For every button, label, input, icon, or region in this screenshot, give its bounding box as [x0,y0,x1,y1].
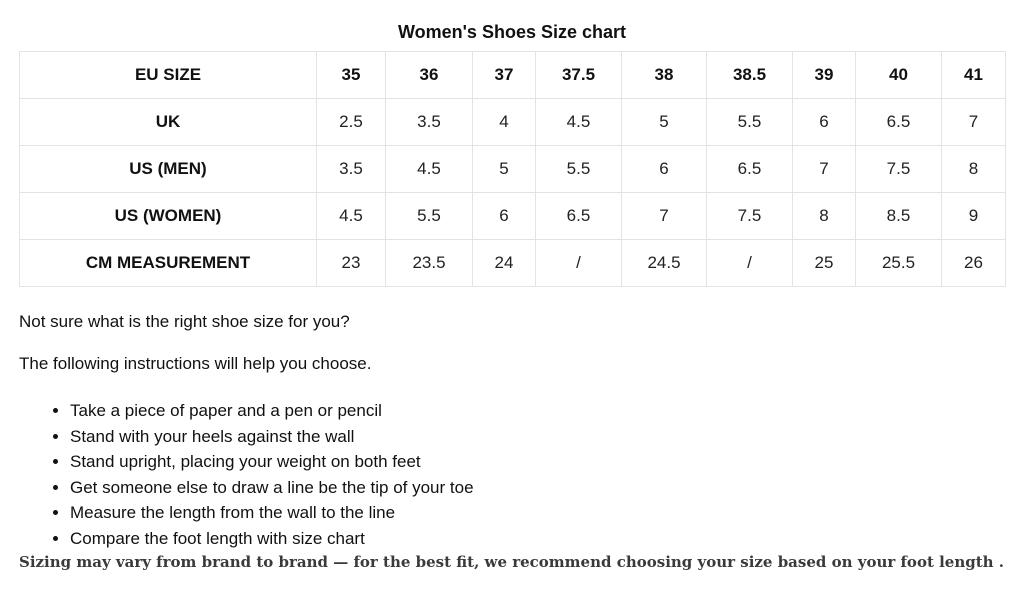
table-row [20,99,1006,146]
table-cell: 26 [942,240,1006,287]
table-cell: 38.5 [707,52,793,99]
table-cell: 23.5 [386,240,473,287]
table-cell: 5.5 [536,146,622,193]
row-label: EU SIZE [20,52,317,99]
table-cell: 23 [317,240,386,287]
table-cell: 8 [942,146,1006,193]
table-cell: 5.5 [386,193,473,240]
table-cell: 5 [473,146,536,193]
table-cell: 6 [793,99,856,146]
table-cell: 25.5 [856,240,942,287]
instructions-list [19,398,474,552]
table-cell: 37 [473,52,536,99]
table-cell: 8.5 [856,193,942,240]
list-item: • Get someone else to draw a line be the tip of your toe [70,475,474,501]
table-row [20,52,1006,99]
table-cell: 6.5 [536,193,622,240]
table-cell: 25 [793,240,856,287]
table-cell: 4.5 [317,193,386,240]
size-chart-table [19,51,1006,287]
row-label: US (WOMEN) [20,193,317,240]
table-cell: 6.5 [707,146,793,193]
table-cell: 3.5 [317,146,386,193]
table-cell: 5.5 [707,99,793,146]
instructions-lead-text: The following instructions will help you choose. [19,354,372,373]
table-cell: 24 [473,240,536,287]
table-row [20,240,1006,287]
page-title: Women's Shoes Size chart [397,22,626,42]
table-cell: 7 [622,193,707,240]
row-label: US (MEN) [20,146,317,193]
table-cell: / [707,240,793,287]
table-cell: 7 [942,99,1006,146]
table-cell: 24.5 [622,240,707,287]
table-cell: 41 [942,52,1006,99]
table-cell: 6.5 [856,99,942,146]
table-cell: 35 [317,52,386,99]
list-item: • Stand upright, placing your weight on both feet [70,449,474,475]
table-cell: 5 [622,99,707,146]
table-cell: 7 [793,146,856,193]
table-cell: 40 [856,52,942,99]
table-cell: 7.5 [707,193,793,240]
table-cell: 37.5 [536,52,622,99]
table-row [20,146,1006,193]
table-cell: 3.5 [386,99,473,146]
list-item: • Take a piece of paper and a pen or pencil [70,398,474,424]
list-item: • Compare the foot length with size chart [70,526,474,552]
table-cell: 38 [622,52,707,99]
table-cell: 4.5 [536,99,622,146]
table-cell: 36 [386,52,473,99]
list-item: • Measure the length from the wall to the line [70,500,474,526]
table-cell: 39 [793,52,856,99]
table-cell: 6 [622,146,707,193]
row-label: UK [20,99,317,146]
table-cell: 9 [942,193,1006,240]
table-cell: 4 [473,99,536,146]
table-cell: 2.5 [317,99,386,146]
table-cell: 8 [793,193,856,240]
row-label: CM MEASUREMENT [20,240,317,287]
table-row [20,193,1006,240]
table-cell: 6 [473,193,536,240]
sizing-footnote: Sizing may vary from brand to brand — for the best fit, we recommend choosing your size based on your foot length . [19,553,1005,571]
list-item: • Stand with your heels against the wall [70,424,474,450]
table-cell: 7.5 [856,146,942,193]
size-question-text: Not sure what is the right shoe size for you? [19,312,350,331]
table-cell: 4.5 [386,146,473,193]
table-cell: / [536,240,622,287]
